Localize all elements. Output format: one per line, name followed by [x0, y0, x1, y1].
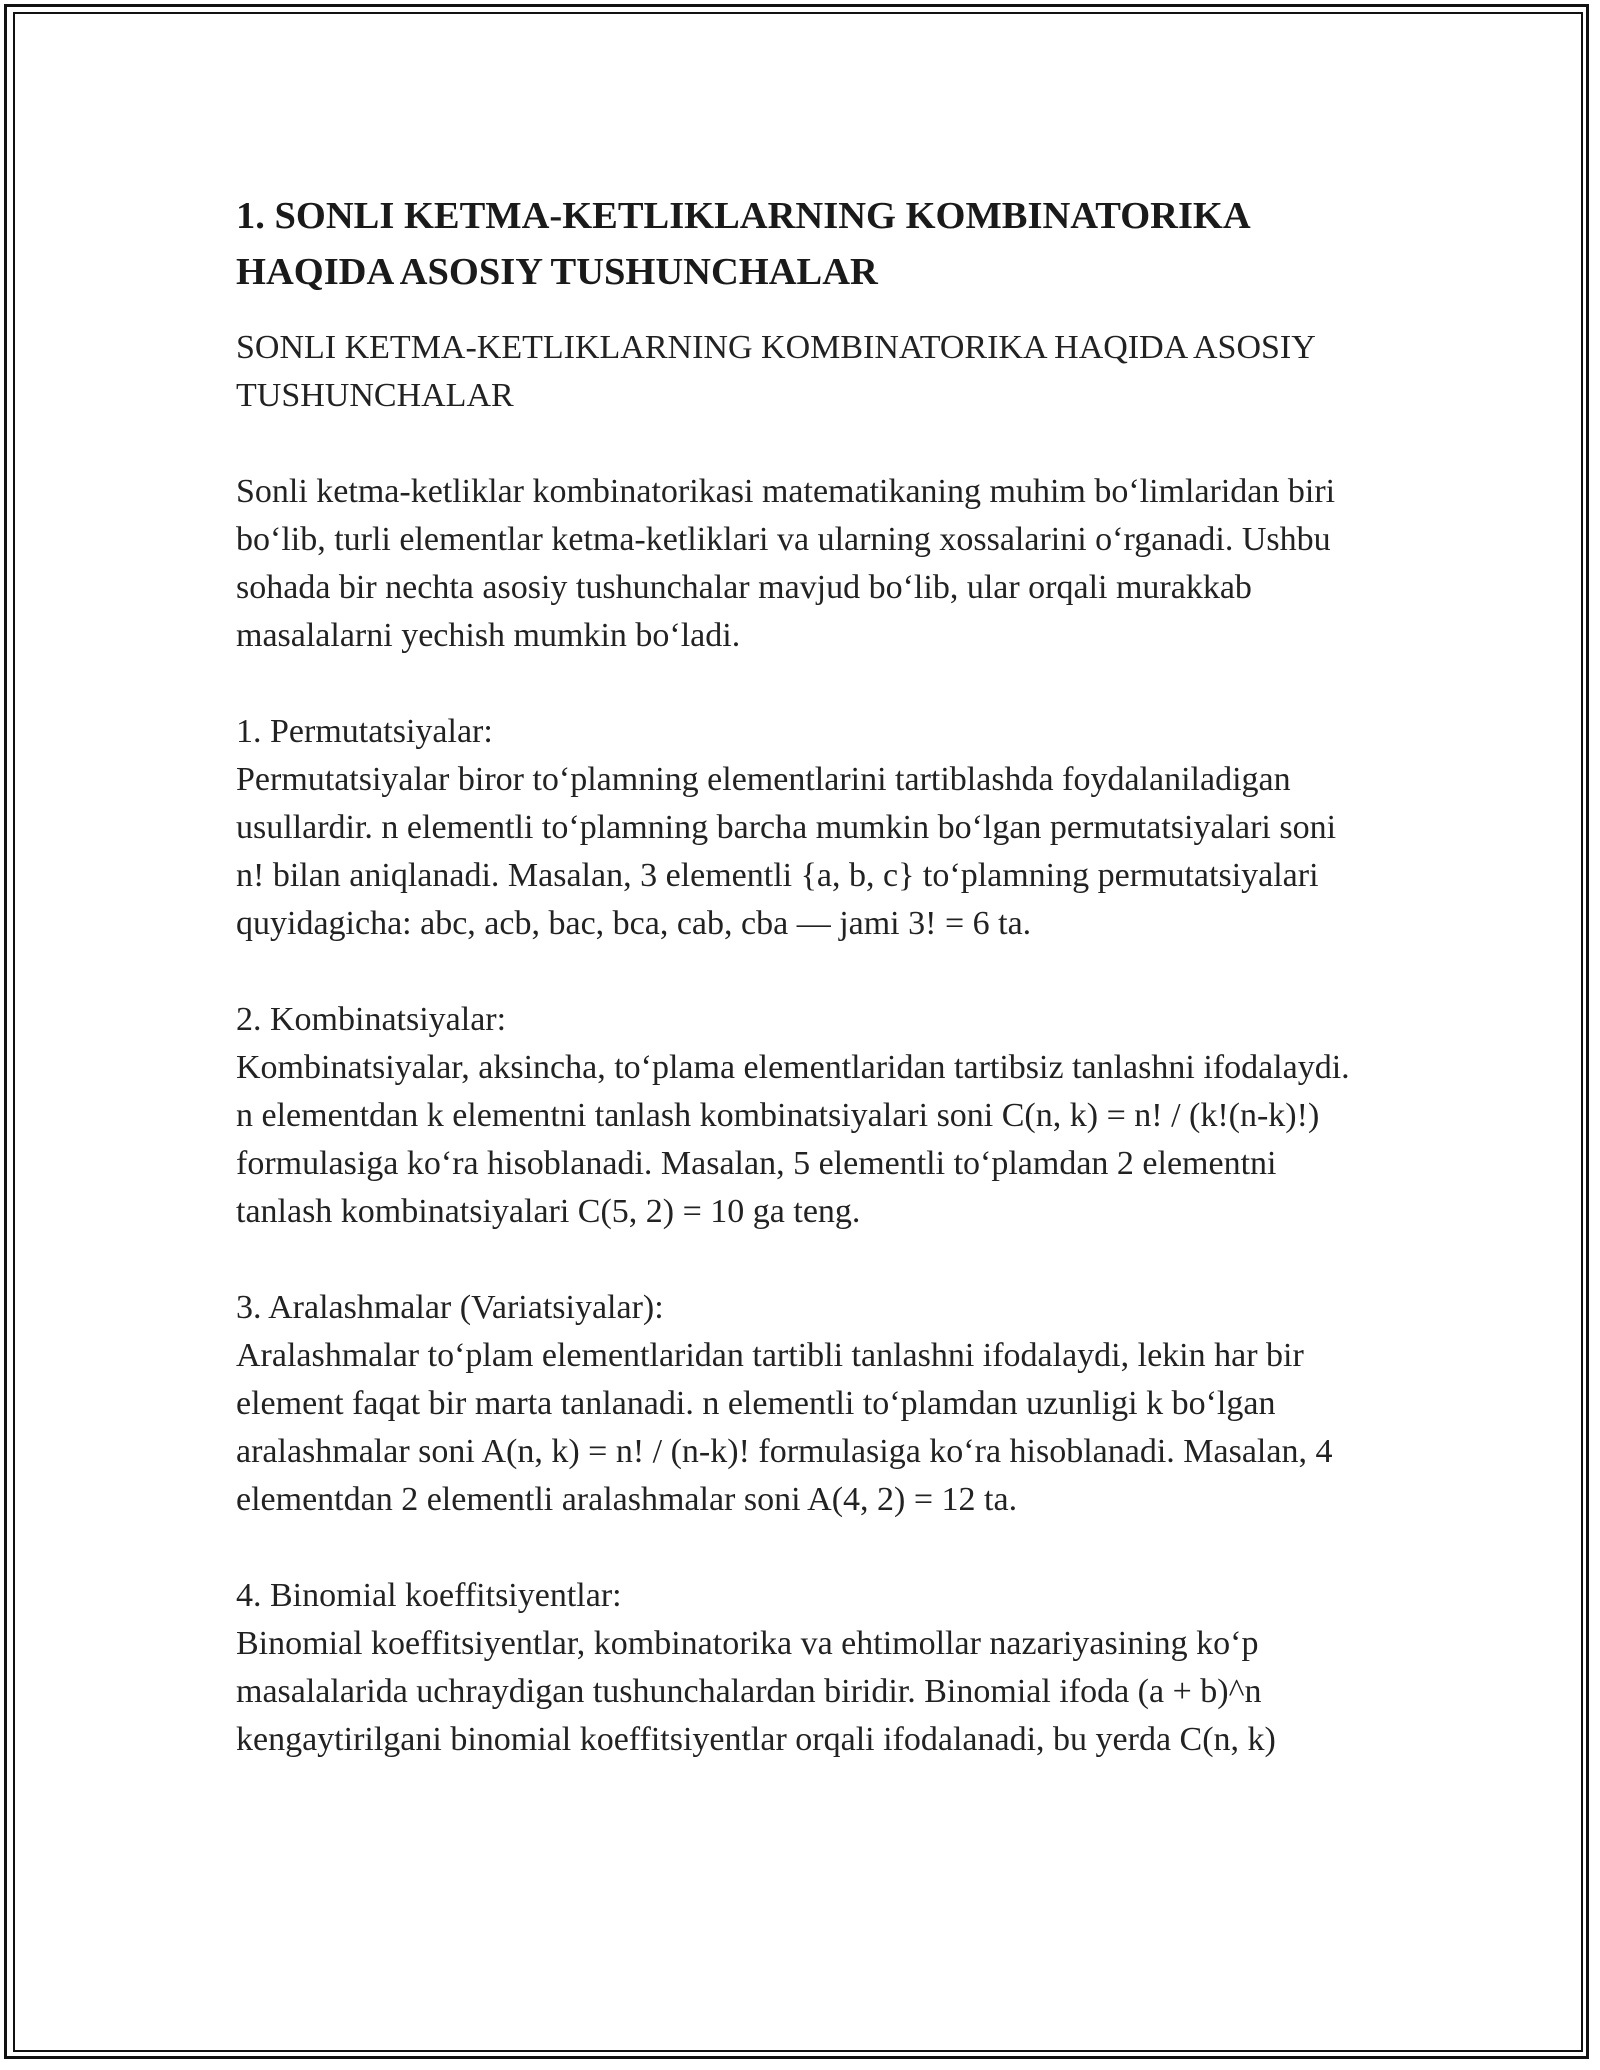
section-heading: 2. Kombinatsiyalar:	[236, 1001, 507, 1038]
document-title: 1. SONLI KETMA-KETLIKLARNING KOMBINATORIKA HAQIDA ASOSIY TUSHUNCHALAR	[236, 195, 1249, 293]
section-body: Binomial koeffitsiyentlar, kombinatorika va ehtimollar nazariyasining ko‘p masalalarida uchraydigan tushunchalardan biridir. Binomial ifoda (a + b)^n kengaytirilgani binomial koeffitsiyentlar orqali ifodalanadi, bu yerda C(n, k)	[236, 1625, 1276, 1758]
section-heading: 4. Binomial koeffitsiyentlar:	[236, 1577, 622, 1614]
section-body: Kombinatsiyalar, aksincha, to‘plama elementlaridan tartibsiz tanlashni ifodalaydi. n elementdan k elementni tanlash kombinatsiyalari soni C(n, k) = n! / (k!(n-k)!) formulasiga ko‘ra hisoblanadi. Masalan, 5 elementli to‘plamdan 2 elementni tanlash kombinatsiyalari C(5, 2) = 10 ga teng.	[236, 1049, 1350, 1230]
document-content	[236, 188, 1366, 1764]
section-body: Aralashmalar to‘plam elementlaridan tartibli tanlashni ifodalaydi, lekin har bir element faqat bir marta tanlanadi. n elementli to‘plamdan uzunligi k bo‘lgan aralashmalar soni A(n, k) = n! / (n-k)! formulasiga ko‘ra hisoblanadi. Masalan, 4 elementdan 2 elementli aralashmalar soni A(4, 2) = 12 ta.	[236, 1337, 1333, 1518]
section-permutations	[236, 708, 1366, 948]
section-variations	[236, 1284, 1366, 1524]
section-body: Permutatsiyalar biror to‘plamning elementlarini tartiblashda foydalaniladigan usullardir. n elementli to‘plamning barcha mumkin bo‘lgan permutatsiyalari soni n! bilan aniqlanadi. Masalan, 3 elementli {a, b, c} to‘plamning permutatsiyalari quyidagicha: abc, acb, bac, bca, cab, cba — jami 3! = 6 ta.	[236, 761, 1337, 942]
section-binomial-coefficients	[236, 1572, 1366, 1764]
section-heading: 3. Aralashmalar (Variatsiyalar):	[236, 1289, 664, 1326]
section-combinations	[236, 996, 1366, 1236]
document-subtitle: SONLI KETMA-KETLIKLARNING KOMBINATORIKA HAQIDA ASOSIY TUSHUNCHALAR	[236, 329, 1315, 414]
section-heading: 1. Permutatsiyalar:	[236, 713, 493, 750]
intro-paragraph: Sonli ketma-ketliklar kombinatorikasi matematikaning muhim bo‘limlaridan biri bo‘lib, turli elementlar ketma-ketliklari va ularning xossalarini o‘rganadi. Ushbu sohada bir nechta asosiy tushunchalar mavjud bo‘lib, ular orqali murakkab masalalarni yechish mumkin bo‘ladi.	[236, 473, 1336, 654]
